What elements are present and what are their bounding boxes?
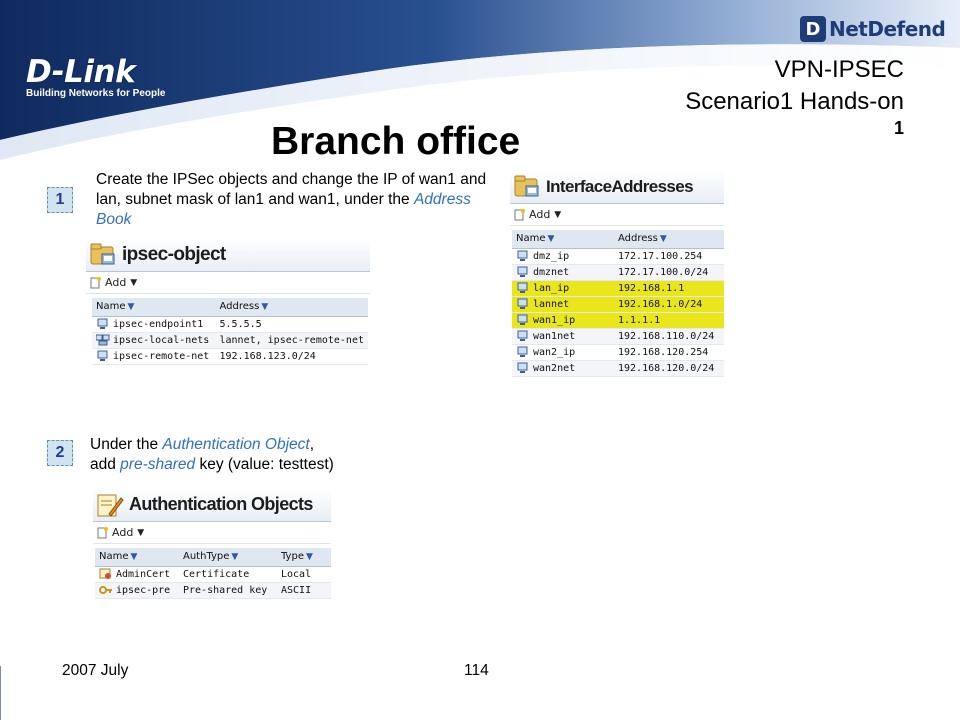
authentication-objects-panel xyxy=(93,488,331,604)
address-value: 192.168.110.0/24 xyxy=(614,328,724,344)
column-address-header[interactable]: Address ▼ xyxy=(216,298,369,316)
address-value: 192.168.1.1 xyxy=(614,280,724,296)
address-name: dmz_ip xyxy=(533,251,570,262)
netdefend-wordmark: NetDefend xyxy=(829,17,946,41)
auth-add-label: Add xyxy=(112,526,134,539)
host-icon xyxy=(516,266,530,278)
address-value: 192.168.120.0/24 xyxy=(614,360,724,376)
ipsec-add-button[interactable] xyxy=(86,272,370,294)
host-icon xyxy=(516,362,530,374)
address-book-folder-icon xyxy=(88,240,118,270)
interface-addresses-table xyxy=(512,230,724,377)
auth-add-button[interactable] xyxy=(93,522,331,544)
authentication-objects-table xyxy=(95,548,331,599)
authentication-object-reference: Authentication Object xyxy=(162,436,310,453)
auth-table-header xyxy=(95,548,331,566)
new-document-icon xyxy=(97,527,108,539)
sort-arrow-icon: ▼ xyxy=(659,234,667,245)
pre-shared-reference: pre-shared xyxy=(120,456,196,473)
slide-heading: Branch office xyxy=(271,120,521,163)
page-number: 114 xyxy=(464,662,489,679)
table-row[interactable] xyxy=(512,328,724,344)
dlink-logo xyxy=(26,54,166,99)
address-name: wan1net xyxy=(533,331,576,342)
address-name: lannet xyxy=(533,299,570,310)
sort-arrow-icon: ▼ xyxy=(231,552,239,563)
iface-add-label: Add xyxy=(529,208,551,221)
footer-rule xyxy=(0,666,8,720)
authentication-objects-header xyxy=(93,488,331,522)
key-icon xyxy=(99,584,113,596)
host-icon xyxy=(516,330,530,342)
table-row[interactable] xyxy=(512,360,724,376)
iface-add-button[interactable] xyxy=(510,204,724,226)
table-row[interactable]: ipsec-pre Pre-shared key ASCII xyxy=(95,582,331,598)
authentication-pen-icon xyxy=(95,490,125,520)
column-authtype-header[interactable]: AuthType ▼ xyxy=(179,548,277,566)
sort-arrow-icon: ▼ xyxy=(305,552,313,563)
address-value: 192.168.120.254 xyxy=(614,344,724,360)
ipsec-object-panel xyxy=(86,238,370,366)
table-row[interactable] xyxy=(512,248,724,264)
host-icon xyxy=(96,318,110,330)
address-name: wan1_ip xyxy=(533,315,576,326)
host-icon xyxy=(516,298,530,310)
table-row[interactable] xyxy=(512,344,724,360)
add-dropdown-caret-icon: ▼ xyxy=(130,277,138,288)
table-row[interactable] xyxy=(512,280,724,296)
column-name-header[interactable]: Name ▼ xyxy=(92,298,216,316)
sort-arrow-icon: ▼ xyxy=(547,234,555,245)
sort-arrow-icon: ▼ xyxy=(261,302,269,313)
column-name-header[interactable]: Name ▼ xyxy=(512,230,614,248)
table-row[interactable] xyxy=(512,296,724,312)
address-name: dmznet xyxy=(533,267,570,278)
host-icon xyxy=(516,250,530,262)
step-2-badge: 2 xyxy=(47,440,73,466)
ipsec-table-header xyxy=(92,298,368,316)
new-document-icon xyxy=(90,277,101,289)
step-2-instructions: Under the Authentication Object, add pre-shared key (value: testtest) xyxy=(90,436,334,473)
certificate-icon xyxy=(99,568,113,580)
dlink-wordmark: D-Link xyxy=(26,54,136,90)
address-value: 172.17.100.0/24 xyxy=(614,264,724,280)
table-row[interactable]: AdminCert Certificate Local xyxy=(95,566,331,582)
table-row[interactable]: ipsec-remote-net 192.168.123.0/24 xyxy=(92,348,368,364)
interface-addresses-title: InterfaceAddresses xyxy=(546,176,693,196)
host-icon xyxy=(516,346,530,358)
interface-addresses-header xyxy=(510,170,724,204)
slide-title-line1: VPN-IPSEC xyxy=(774,56,904,83)
host-icon xyxy=(96,350,110,362)
address-name: wan2_ip xyxy=(533,347,576,358)
new-document-icon xyxy=(514,209,525,221)
address-book-reference: Address Book xyxy=(96,191,471,228)
address-book-folder-icon xyxy=(512,172,542,202)
host-icon xyxy=(516,314,530,326)
table-row[interactable]: ipsec-endpoint1 5.5.5.5 xyxy=(92,316,368,332)
address-value: 1.1.1.1 xyxy=(614,312,724,328)
column-name-header[interactable]: Name ▼ xyxy=(95,548,179,566)
network-group-icon xyxy=(96,334,110,346)
table-row[interactable]: ipsec-local-nets lannet, ipsec-remote-net xyxy=(92,332,368,348)
column-type-header[interactable]: Type ▼ xyxy=(277,548,331,566)
ipsec-object-table xyxy=(92,298,368,365)
sort-arrow-icon: ▼ xyxy=(130,552,138,563)
sort-arrow-icon: ▼ xyxy=(127,302,135,313)
dlink-tagline: Building Networks for People xyxy=(26,88,166,99)
add-dropdown-caret-icon: ▼ xyxy=(554,209,562,220)
footer-date: 2007 July xyxy=(62,662,129,679)
step-1-text: Create the IPSec objects and change the IP of wan1 and lan, subnet mask of lan1 and wan1, under the xyxy=(96,171,487,208)
ipsec-object-header xyxy=(86,238,370,272)
step-1-badge: 1 xyxy=(47,187,73,213)
slide-title-number: 1 xyxy=(893,118,904,138)
interface-addresses-panel xyxy=(510,170,724,378)
ipsec-add-label: Add xyxy=(105,276,127,289)
address-value: 172.17.100.254 xyxy=(614,248,724,264)
address-name: wan2net xyxy=(533,363,576,374)
iface-table-header xyxy=(512,230,724,248)
address-value: 192.168.1.0/24 xyxy=(614,296,724,312)
host-icon xyxy=(516,282,530,294)
add-dropdown-caret-icon: ▼ xyxy=(137,527,145,538)
step-1-instructions xyxy=(96,170,488,230)
netdefend-badge-icon: D xyxy=(800,16,826,42)
netdefend-logo xyxy=(800,16,945,42)
column-address-header[interactable]: Address ▼ xyxy=(614,230,724,248)
table-row[interactable] xyxy=(512,312,724,328)
authentication-objects-title: Authentication Objects xyxy=(129,494,313,514)
table-row[interactable] xyxy=(512,264,724,280)
ipsec-object-title: ipsec-object xyxy=(122,243,226,265)
address-name: lan_ip xyxy=(533,283,570,294)
slide-title-line2: Scenario1 Hands-on xyxy=(685,88,904,115)
